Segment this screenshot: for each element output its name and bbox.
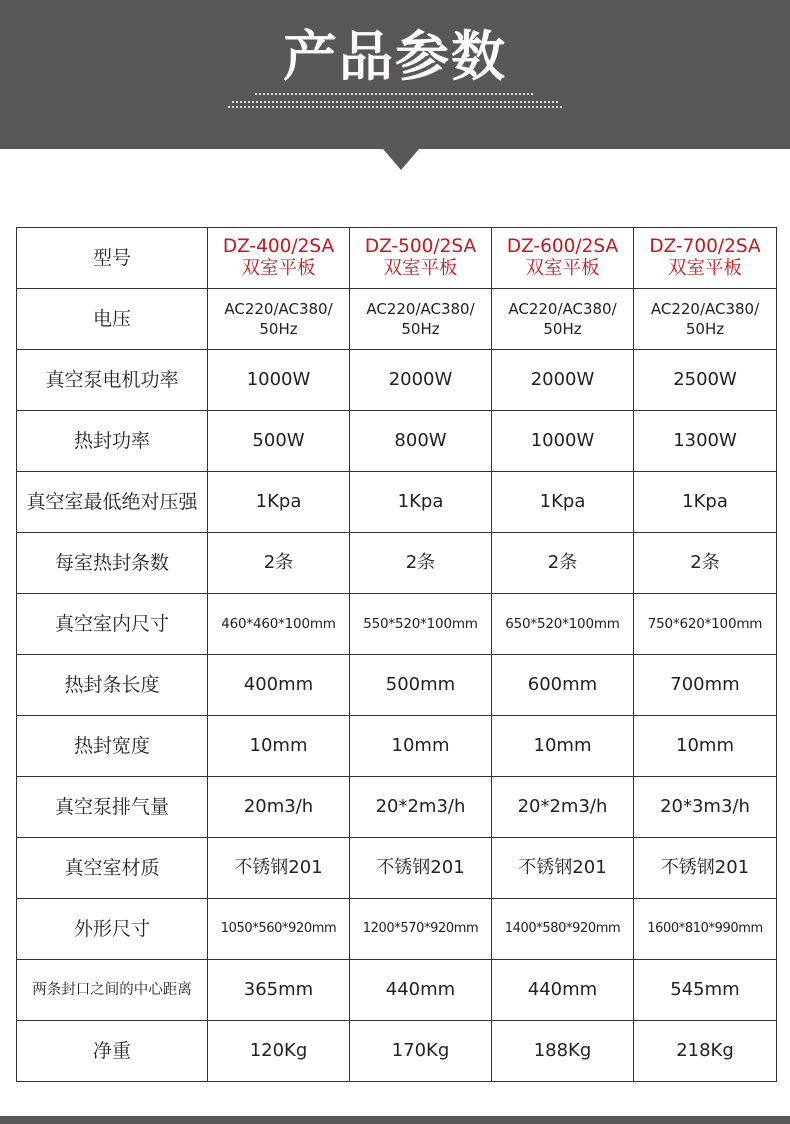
row-label: 热封条长度: [17, 655, 208, 716]
table-cell: 2条: [492, 533, 634, 594]
table-cell: 20*3m3/h: [634, 777, 777, 838]
row-label: 真空泵排气量: [17, 777, 208, 838]
model-type: 双室平板: [383, 258, 458, 279]
table-row: [17, 350, 777, 411]
table-row: [17, 777, 777, 838]
table-cell: 550*520*100mm: [350, 594, 492, 655]
table-cell: 1Kpa: [492, 472, 634, 533]
decorative-dots: [232, 101, 558, 103]
table-cell: 750*620*100mm: [634, 594, 777, 655]
table-cell: 800W: [350, 411, 492, 472]
table-row: [17, 655, 777, 716]
table-cell: 2条: [634, 533, 777, 594]
down-arrow-icon: [383, 149, 419, 170]
voltage-freq: 50Hz: [259, 320, 298, 338]
table-cell: 10mm: [634, 716, 777, 777]
row-label: 真空室材质: [17, 838, 208, 899]
model-code: DZ-400/2SA: [222, 236, 335, 257]
row-label-model: 型号: [17, 228, 208, 289]
table-cell: 1600*810*990mm: [634, 899, 777, 960]
model-cell: [492, 228, 634, 289]
voltage-freq: 50Hz: [685, 320, 725, 338]
row-label: 真空室最低绝对压强: [17, 472, 208, 533]
header-banner: [0, 0, 790, 149]
model-cell: [208, 228, 350, 289]
table-cell: 2条: [350, 533, 492, 594]
row-label: 热封宽度: [17, 716, 208, 777]
table-cell: 1050*560*920mm: [208, 899, 350, 960]
decorative-dots: [228, 106, 562, 108]
model-cell: [634, 228, 777, 289]
model-code: DZ-700/2SA: [649, 236, 761, 257]
table-cell: 不锈钢201: [208, 838, 350, 899]
table-row-model: [17, 228, 777, 289]
page-title: 产品参数: [283, 25, 507, 88]
voltage-freq: 50Hz: [543, 320, 582, 338]
row-label: 净重: [17, 1021, 208, 1082]
model-type: 双室平板: [667, 258, 742, 279]
table-cell: 20*2m3/h: [492, 777, 634, 838]
row-label: 两条封口之间的中心距离: [17, 960, 208, 1021]
model-type: 双室平板: [525, 258, 600, 279]
table-row: [17, 716, 777, 777]
model-cell: [350, 228, 492, 289]
table-row: [17, 1021, 777, 1082]
row-label: 每室热封条数: [17, 533, 208, 594]
table-cell: 不锈钢201: [634, 838, 777, 899]
table-row: [17, 594, 777, 655]
decorative-dots: [255, 93, 535, 95]
model-type: 双室平板: [241, 258, 316, 279]
voltage-cell: [634, 289, 777, 350]
model-code: DZ-600/2SA: [506, 236, 619, 257]
table-cell: 188Kg: [492, 1021, 634, 1082]
voltage-freq: 50Hz: [401, 320, 440, 338]
table-cell: 20m3/h: [208, 777, 350, 838]
model-code: DZ-500/2SA: [364, 236, 477, 257]
table-cell: 1300W: [634, 411, 777, 472]
table-row: [17, 960, 777, 1021]
table-cell: 440mm: [492, 960, 634, 1021]
voltage-cell: [350, 289, 492, 350]
table-row: [17, 472, 777, 533]
row-label: 真空泵电机功率: [17, 350, 208, 411]
table-row: [17, 411, 777, 472]
table-row: [17, 899, 777, 960]
voltage-line: AC220/AC380/: [508, 300, 617, 318]
row-label: 外形尺寸: [17, 899, 208, 960]
table-cell: 2500W: [634, 350, 777, 411]
table-cell: 不锈钢201: [350, 838, 492, 899]
row-label-voltage: 电压: [17, 289, 208, 350]
table-cell: 10mm: [492, 716, 634, 777]
table-row-voltage: [17, 289, 777, 350]
table-cell: 440mm: [350, 960, 492, 1021]
table-cell: 10mm: [350, 716, 492, 777]
table-cell: 500W: [208, 411, 350, 472]
table-cell: 650*520*100mm: [492, 594, 634, 655]
voltage-cell: [208, 289, 350, 350]
table-cell: 1000W: [208, 350, 350, 411]
table-cell: 1Kpa: [208, 472, 350, 533]
row-label: 热封功率: [17, 411, 208, 472]
voltage-line: AC220/AC380/: [224, 300, 333, 318]
voltage-cell: [492, 289, 634, 350]
table-row: [17, 533, 777, 594]
table-cell: 170Kg: [350, 1021, 492, 1082]
table-cell: 20*2m3/h: [350, 777, 492, 838]
table-cell: 10mm: [208, 716, 350, 777]
table-cell: 400mm: [208, 655, 350, 716]
voltage-line: AC220/AC380/: [650, 300, 760, 318]
table-cell: 1400*580*920mm: [492, 899, 634, 960]
footer-bar: [0, 1116, 790, 1124]
table-cell: 500mm: [350, 655, 492, 716]
table-cell: 1200*570*920mm: [350, 899, 492, 960]
table-cell: 700mm: [634, 655, 777, 716]
table-cell: 365mm: [208, 960, 350, 1021]
table-cell: 1000W: [492, 411, 634, 472]
table-cell: 120Kg: [208, 1021, 350, 1082]
table-row: [17, 838, 777, 899]
table-cell: 2条: [208, 533, 350, 594]
table-cell: 不锈钢201: [492, 838, 634, 899]
table-cell: 460*460*100mm: [208, 594, 350, 655]
table-cell: 1Kpa: [350, 472, 492, 533]
table-cell: 2000W: [350, 350, 492, 411]
table-cell: 545mm: [634, 960, 777, 1021]
spec-table: [16, 227, 777, 1082]
table-cell: 2000W: [492, 350, 634, 411]
voltage-line: AC220/AC380/: [366, 300, 475, 318]
table-cell: 600mm: [492, 655, 634, 716]
table-cell: 218Kg: [634, 1021, 777, 1082]
table-cell: 1Kpa: [634, 472, 777, 533]
row-label: 真空室内尺寸: [17, 594, 208, 655]
